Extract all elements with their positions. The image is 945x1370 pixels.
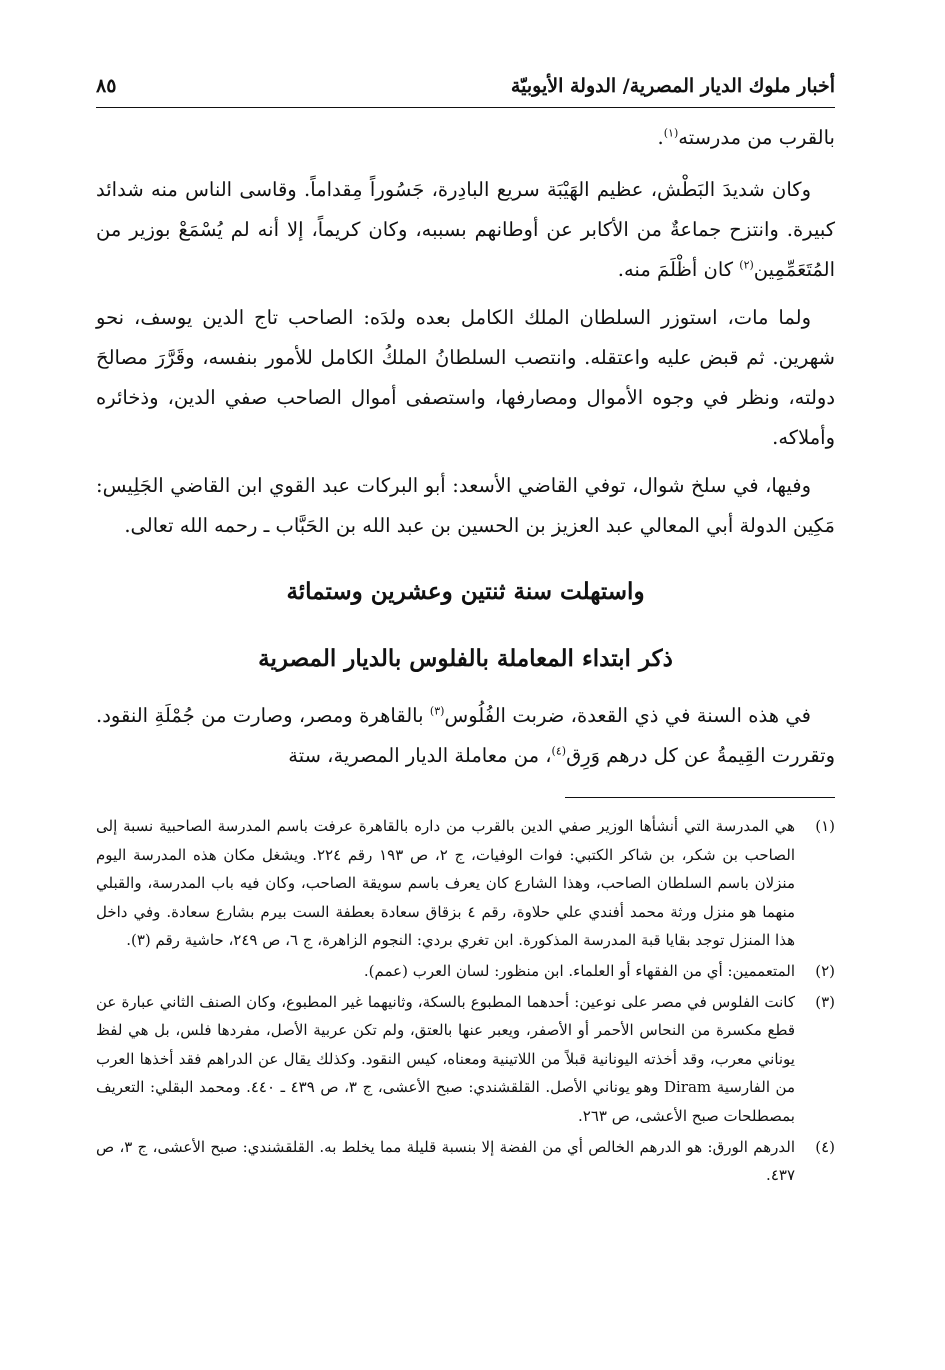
paragraph [96, 696, 835, 776]
footnote [96, 1133, 835, 1190]
paragraph-text: وكان شديدَ البَطْش، عظيم الهَيْبَة سريع البادِرة، جَسُوراً مِقداماً. وقاسى الناس منه شدائد كبيرة. وانتزح جماعةٌ من الأكابر عن أوطانهم بسببه، وكان كريماً، إلا أنه لم يُسْمَعْ بوزير من المُتَعَمِّمِين [96, 178, 835, 281]
footnote-ref: (٢) [739, 258, 754, 272]
footnote-text: هي المدرسة التي أنشأها الوزير صفي الدين بالقرب من داره بالقاهرة عرفت باسم المدرسة الصاحبية نسبة إلى الصاحب بن شكر، بن شاكر الكتبي: فوات الوفيات، ج ٢، ص ١٩٣ رقم ٢٢٤. ويشغل مكان هذه المدرسة اليوم منزلان باسم السلطان الصاحب، وهذا الشارع كان يعرف باسم سويقة الصاحب، وكان فيه باب المدرسة، والقبلي منهما هو منزل ورثة محمد أفندي علي حلاوة، رقم ٤ بزقاق سعادة بعطفة الست بيرم بشارع سعادة. وفي داخل هذا المنزل توجد بقايا قبة المدرسة المذكورة. ابن تغري بردي: النجوم الزاهرة، ج ٦، ص ٢٤٩، حاشية رقم (٣). [96, 817, 795, 950]
footnote-ref: (٤) [551, 744, 567, 758]
footnote [96, 812, 835, 955]
footnotes [96, 812, 835, 1192]
footnote-rule [565, 797, 835, 798]
paragraph [96, 118, 835, 158]
footnote-ref: (٣) [429, 704, 445, 718]
paragraph-text: بالقاهرة ومصر، وصارت من جُمْلَةِ النقود. وتقررت القِيمةُ عن كل درهم وَرِق [96, 704, 835, 767]
page-header [96, 68, 835, 104]
paragraph-text: وفيها، في سلخ شوال، توفي القاضي الأسعد: أبو البركات عبد القوي ابن القاضي الجَلِيس: مَكِين الدولة أبي المعالي عبد العزيز بن الحسين بن عبد الله بن الحَبَّاب ـ رحمه الله تعالى. [96, 474, 835, 537]
footnote-number: (٢) [815, 961, 835, 980]
footnote-text: كانت الفلوس في مصر على نوعين: أحدهما المطبوع بالسكة، وثانيهما غير المطبوع، وكان الصنف الثاني عبارة عن قطع مكسرة من النحاس الأحمر أو الأصفر، ويعبر عنها بالعتق، ولم تكن عربية الأصل، مفردها فلس، بل هي لفظ يوناني معرب، وقد أخذته اليونانية قبلاً من اللاتينية ومعناه، كيس النقود. وكذلك يقال عن الدراهم فقد أخذها العرب من الفارسية Diram وهو يوناني الأصل. القلقشندي: صبح الأعشى، ج ٣، ص ٤٣٩ ـ ٤٤٠. ومحمد البقلي: التعريف بمصطلحات صبح الأعشى، ص ٢٦٣. [96, 992, 796, 1125]
section-text [96, 696, 835, 784]
paragraph-text: بالقرب من مدرسته [678, 126, 835, 149]
year-heading: واستهلت سنة ثنتين وعشرين وستمائة [286, 578, 645, 605]
header-rule [96, 107, 835, 108]
footnote-text: الدرهم الورق: هو الدرهم الخالص أي من الفضة إلا بنسبة قليلة مما يخلط به. القلقشندي: صبح الأعشى، ج ٣، ص ٤٣٧. [96, 1137, 795, 1185]
footnote [96, 957, 835, 986]
running-title: أخبار ملوك الديار المصرية/ الدولة الأيوبيّة [510, 75, 835, 97]
page-number: ٨٥ [96, 75, 117, 97]
paragraph-tail: . [657, 126, 664, 149]
footnote-number: (٣) [815, 992, 835, 1011]
paragraph-text: ، من معاملة الديار المصرية، ستة [288, 744, 552, 767]
footnote [96, 988, 835, 1131]
paragraph [96, 170, 835, 290]
paragraph-text: ولما مات، استوزر السلطان الملك الكامل بعده ولدَه: الصاحب تاج الدين يوسف، نحو شهرين. ثم قبض عليه واعتقله. وانتصب السلطانُ الملكُ الكامل للأمور بنفسه، وقَرَّرَ مصالحَ دولته، ونظر في وجوه الأموال ومصارفها، واستصفى أموال الصاحب صفي الدين، وذخائره وأملاكه. [96, 306, 835, 449]
paragraph-text: في هذه السنة في ذي القعدة، ضربت الفُلُوس [444, 704, 811, 727]
footnote-ref: (١) [663, 126, 679, 140]
paragraph [96, 466, 835, 546]
main-text [96, 118, 835, 554]
paragraph [96, 298, 835, 458]
footnote-number: (١) [815, 817, 835, 835]
footnote-text: المتعممين: أي من الفقهاء أو العلماء. ابن منظور: لسان العرب (عمم). [363, 961, 795, 980]
footnote-number: (٤) [815, 1137, 835, 1156]
paragraph-tail: كان أظْلَمَ منه. [617, 258, 740, 281]
section-heading: ذكر ابتداء المعاملة بالفلوس بالديار المصرية [258, 645, 673, 672]
